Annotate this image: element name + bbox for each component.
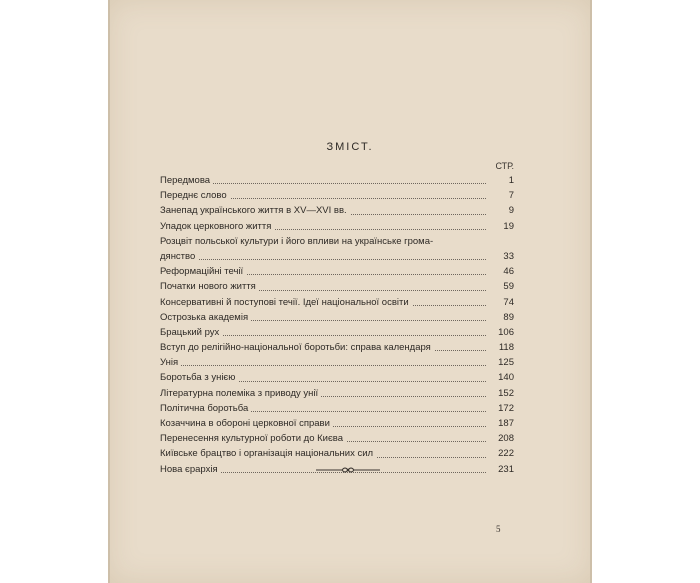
toc-entry-page: 1	[489, 173, 514, 188]
toc-entry	[160, 173, 514, 188]
toc-entry	[160, 249, 514, 264]
toc-entry-label: Реформаційні течії	[160, 264, 246, 279]
toc-entry-label: Початки нового життя	[160, 279, 259, 294]
toc-entry-page: 7	[489, 188, 514, 203]
toc-entry	[160, 234, 514, 249]
toc-entry-label: Унія	[160, 355, 181, 370]
toc-entry-page: 33	[489, 249, 514, 264]
page-edge-left	[108, 0, 110, 583]
toc-entry-label: Переднє слово	[160, 188, 230, 203]
dot-leader	[160, 365, 486, 366]
toc-entry	[160, 416, 514, 431]
toc-entry-label: Консервативні й поступові течії. Ідеї національної освіти	[160, 295, 412, 310]
toc-entry	[160, 188, 514, 203]
toc-entry	[160, 431, 514, 446]
toc-entry-page: 74	[489, 295, 514, 310]
toc-entry-label: Розцвіт польської культури і його впливи на українське грома-	[160, 234, 436, 249]
toc-entry-page: 125	[489, 355, 514, 370]
toc-entry-page: 9	[489, 203, 514, 218]
toc-entry-page: 59	[489, 279, 514, 294]
page-number: 5	[496, 524, 501, 534]
toc-entry	[160, 386, 514, 401]
toc-entry	[160, 203, 514, 218]
toc-entry-label: Брацький рух	[160, 325, 222, 340]
toc-entry-label: дянство	[160, 249, 198, 264]
toc-entry-page: 118	[489, 340, 514, 355]
table-of-contents	[160, 173, 514, 477]
toc-entry	[160, 219, 514, 234]
toc-entry-label: Київське брацтво і організація національних сил	[160, 446, 376, 461]
toc-entry	[160, 295, 514, 310]
toc-entry-label: Вступ до релігійно-національної боротьби: справа календаря	[160, 340, 434, 355]
toc-entry-label: Козаччина в обороні церковної справи	[160, 416, 333, 431]
toc-entry-page: 106	[489, 325, 514, 340]
toc-entry-page: 172	[489, 401, 514, 416]
toc-entry	[160, 340, 514, 355]
toc-entry-label: Політична боротьба	[160, 401, 251, 416]
toc-entry	[160, 370, 514, 385]
page-edge-right	[590, 0, 592, 583]
book-page	[108, 0, 592, 583]
toc-entry-page: 46	[489, 264, 514, 279]
toc-entry	[160, 325, 514, 340]
toc-entry	[160, 355, 514, 370]
toc-entry	[160, 264, 514, 279]
toc-entry	[160, 279, 514, 294]
page-title: ЗМІСТ.	[326, 141, 374, 153]
dot-leader	[160, 259, 486, 260]
toc-entry-page: 231	[489, 462, 514, 477]
toc-entry-page: 19	[489, 219, 514, 234]
toc-entry-page: 89	[489, 310, 514, 325]
toc-entry-label: Упадок церковного життя	[160, 219, 274, 234]
toc-entry-label: Занепад українського життя в XV—XVI вв.	[160, 203, 350, 218]
toc-entry-label: Літературна полеміка з приводу унії	[160, 386, 321, 401]
toc-entry	[160, 446, 514, 461]
toc-entry-label: Передмова	[160, 173, 213, 188]
toc-entry-page: 208	[489, 431, 514, 446]
toc-entry-label: Нова єрархія	[160, 462, 221, 477]
toc-entry-label: Боротьба з унією	[160, 370, 238, 385]
toc-entry	[160, 401, 514, 416]
page-column-label: СТР.	[495, 161, 514, 171]
toc-entry-page: 140	[489, 370, 514, 385]
toc-entry-label: Перенесення культурної роботи до Києва	[160, 431, 346, 446]
toc-entry	[160, 310, 514, 325]
toc-entry-label: Острозька академія	[160, 310, 251, 325]
ornament-divider-icon	[316, 465, 380, 475]
toc-entry-page: 222	[489, 446, 514, 461]
toc-entry-page: 152	[489, 386, 514, 401]
toc-entry-page: 187	[489, 416, 514, 431]
